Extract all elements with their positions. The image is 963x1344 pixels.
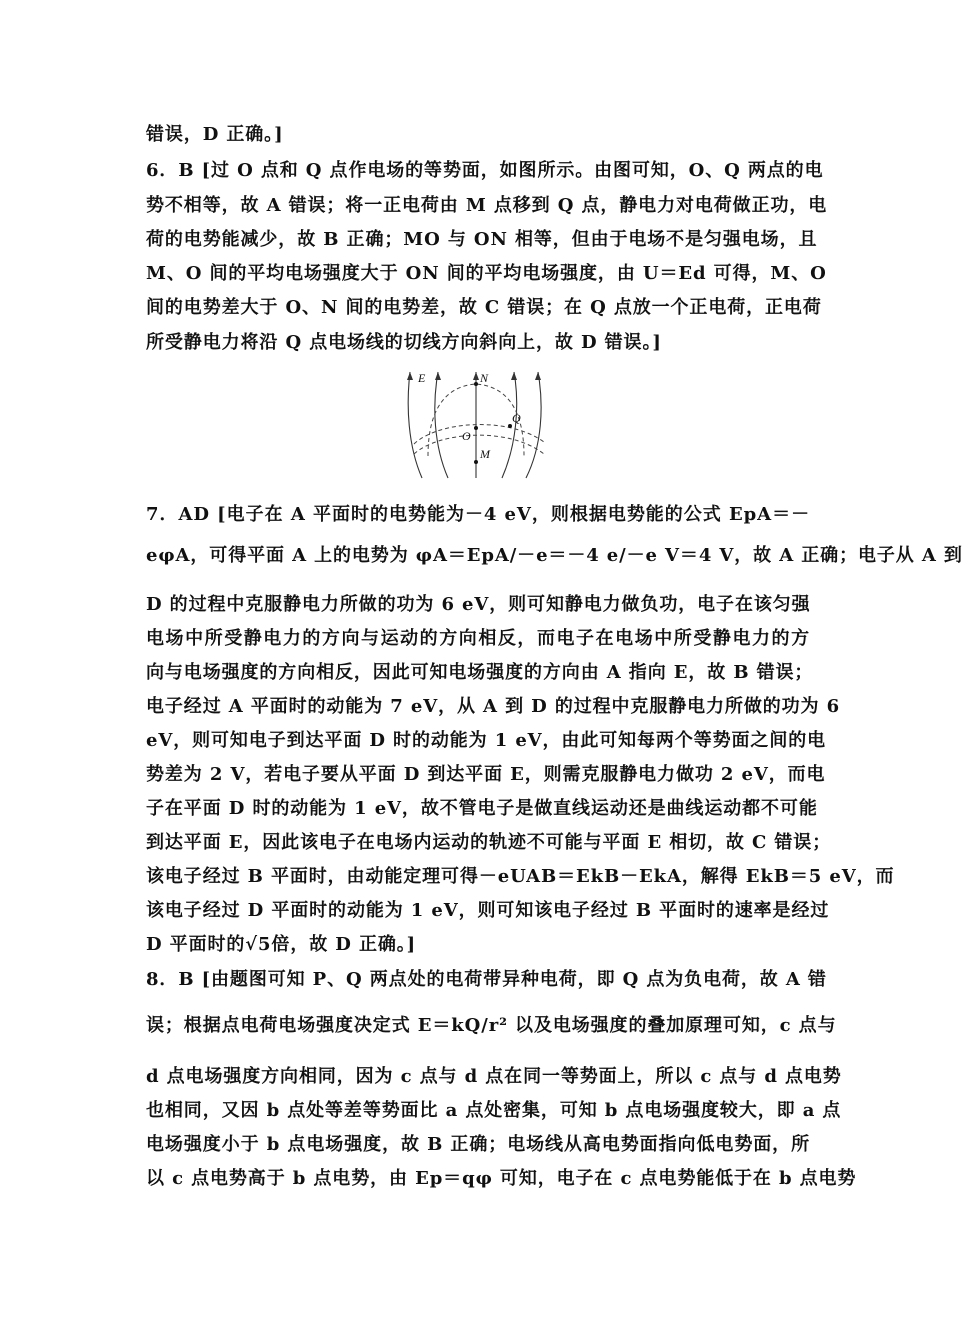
field-line (408, 372, 422, 478)
arrow-head (435, 372, 441, 380)
arrow-head (407, 372, 413, 380)
arrow-head (535, 372, 541, 380)
label-Q: Q (512, 411, 521, 425)
equipotential-figure (398, 366, 550, 482)
text-line: D 的过程中克服静电力所做的功为 6 eV，则可知静电力做负功，电子在该匀强 (146, 594, 811, 615)
text-line: 到达平面 E，因此该电子在电场内运动的轨迹不可能与平面 E 相切，故 C 错误； (146, 832, 832, 853)
text-line: 间的电势差大于 O、N 间的电势差，故 C 错误；在 Q 点放一个正电荷，正电荷 (146, 297, 822, 318)
arrow-head (473, 372, 479, 380)
text-line: 以 c 点电势高于 b 点电势，由 Ep＝qφ 可知，电子在 c 点电势能低于在 b 点电势 (146, 1168, 857, 1189)
text-line: 势差为 2 V，若电子要从平面 D 到达平面 E，则需克服静电力做功 2 eV，而电 (146, 764, 826, 785)
text-line: 错误，D 正确。] (146, 124, 284, 145)
text-line: eφA，可得平面 A 上的电势为 φA＝EpA/－e＝－4 e/－e V＝4 V，故 A 正确；电子从 A 到 (146, 545, 963, 566)
text-line: 势不相等，故 A 错误；将一正电荷由 M 点移到 Q 点，静电力对电荷做正功，电 (146, 195, 828, 216)
text-line: d 点电场强度方向相同，因为 c 点与 d 点在同一等势面上，所以 c 点与 d 点电势 (146, 1066, 842, 1087)
point-N (474, 382, 478, 386)
text-line: 荷的电势能减少，故 B 正确；MO 与 ON 相等，但由于电场不是匀强电场，且 (146, 229, 818, 250)
text-line: M、O 间的平均电场强度大于 ON 间的平均电场强度，由 U＝Ed 可得，M、O (146, 263, 827, 284)
label-E: E (418, 371, 426, 385)
point-O (474, 426, 478, 430)
equipotential-arc (414, 435, 544, 454)
text-line: 子在平面 D 时的动能为 1 eV，故不管电子是做直线运动还是曲线运动都不可能 (146, 798, 818, 819)
text-line: 该电子经过 B 平面时，由动能定理可得－eUAB＝EkB－EkA，解得 EkB＝5 eV，而 (146, 866, 895, 887)
arrow-head (511, 372, 517, 380)
field-line (435, 372, 448, 478)
label-O: O (462, 429, 471, 443)
text-line: 所受静电力将沿 Q 点电场线的切线方向斜向上，故 D 错误。] (146, 332, 662, 353)
text-line: 电场强度小于 b 点电场强度，故 B 正确；电场线从高电势面指向低电势面，所 (146, 1134, 811, 1155)
text-line: eV，则可知电子到达平面 D 时的动能为 1 eV，由此可知每两个等势面之间的电 (146, 730, 827, 751)
text-line: 该电子经过 D 平面时的动能为 1 eV，则可知该电子经过 B 平面时的速率是经过 (146, 900, 830, 921)
equipotential-arc (414, 425, 544, 444)
label-N: N (480, 371, 489, 385)
text-line: 也相同，又因 b 点处等差等势面比 a 点处密集，可知 b 点电场强度较大，即 a 点 (146, 1100, 842, 1121)
text-line: D 平面时的√5倍，故 D 正确。] (146, 934, 417, 955)
text-line: 8．B [由题图可知 P、Q 两点处的电荷带异种电荷，即 Q 点为负电荷，故 A 错 (146, 969, 827, 990)
text-line: 电子经过 A 平面时的动能为 7 eV，从 A 到 D 的过程中克服静电力所做的功为 6 (146, 696, 841, 717)
label-M: M (480, 447, 490, 461)
text-line: 6．B [过 O 点和 Q 点作电场的等势面，如图所示。由图可知，O、Q 两点的电 (146, 160, 824, 181)
text-line: 7．AD [电子在 A 平面时的电势能为－4 eV，则根据电势能的公式 EpA＝－ (146, 504, 810, 525)
text-line: 向与电场强度的方向相反，因此可知电场强度的方向由 A 指向 E，故 B 错误； (146, 662, 814, 683)
point-M (474, 460, 478, 464)
text-line: 误；根据点电荷电场强度决定式 E＝kQ/r² 以及电场强度的叠加原理可知，c 点与 (146, 1015, 837, 1036)
field-line (526, 372, 541, 478)
text-line: 电场中所受静电力的方向与运动的方向相反，而电子在电场中所受静电力的方 (146, 628, 810, 649)
